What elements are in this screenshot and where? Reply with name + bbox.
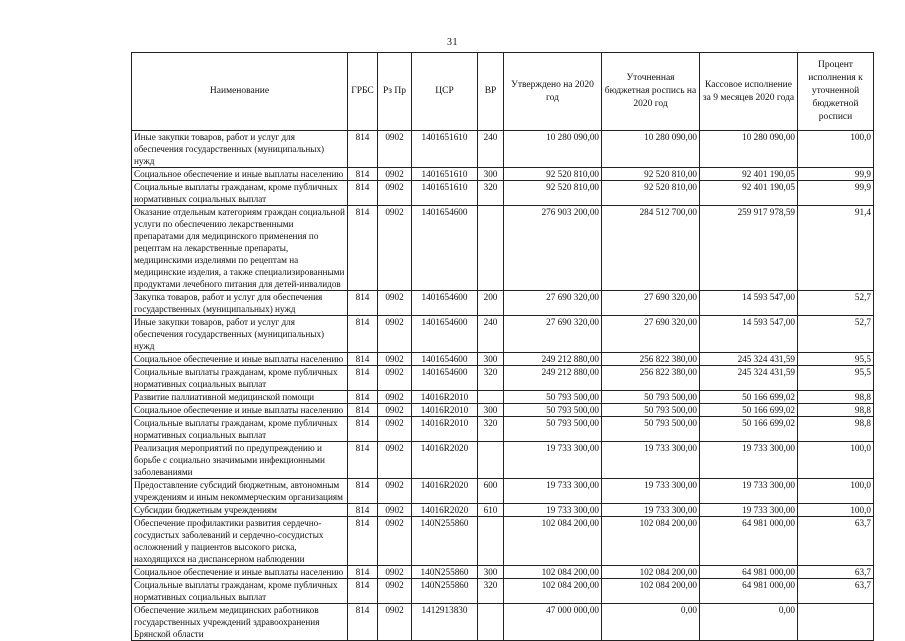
cell-grbs: 814	[348, 168, 378, 181]
table-body	[132, 131, 874, 641]
cell-approved: 27 690 320,00	[504, 316, 602, 353]
cell-cash: 50 166 699,02	[700, 417, 798, 442]
cell-cash: 14 593 547,00	[700, 291, 798, 316]
cell-name: Иные закупки товаров, работ и услуг для обеспечения государственных (муниципальных) нужд	[132, 131, 348, 168]
cell-csr: 1401651610	[412, 168, 478, 181]
cell-approved: 10 280 090,00	[504, 131, 602, 168]
table-row	[132, 168, 874, 181]
cell-cash: 259 917 978,59	[700, 206, 798, 291]
table-row	[132, 316, 874, 353]
cell-name: Социальное обеспечение и иные выплаты населению	[132, 168, 348, 181]
cell-refined: 284 512 700,00	[602, 206, 700, 291]
cell-name: Социальные выплаты гражданам, кроме публичных нормативных социальных выплат	[132, 579, 348, 604]
cell-rzpr: 0902	[378, 353, 412, 366]
cell-approved: 47 000 000,00	[504, 604, 602, 641]
cell-refined: 50 793 500,00	[602, 404, 700, 417]
header-cash: Кассовое исполнение за 9 месяцев 2020 года	[700, 53, 798, 131]
cell-rzpr: 0902	[378, 291, 412, 316]
cell-vr: 320	[478, 579, 504, 604]
header-rzpr: Рз Пр	[378, 53, 412, 131]
cell-cash: 0,00	[700, 604, 798, 641]
cell-refined: 19 733 300,00	[602, 479, 700, 504]
cell-grbs: 814	[348, 391, 378, 404]
cell-name: Предоставление субсидий бюджетным, автономным учреждениям и иным некоммерческим организациям	[132, 479, 348, 504]
cell-name: Социальные выплаты гражданам, кроме публичных нормативных социальных выплат	[132, 181, 348, 206]
table-row	[132, 442, 874, 479]
cell-percent: 99,9	[798, 168, 874, 181]
cell-cash: 19 733 300,00	[700, 504, 798, 517]
cell-refined: 92 520 810,00	[602, 168, 700, 181]
cell-rzpr: 0902	[378, 417, 412, 442]
cell-grbs: 814	[348, 353, 378, 366]
cell-name: Закупка товаров, работ и услуг для обеспечения государственных (муниципальных) нужд	[132, 291, 348, 316]
table-row	[132, 291, 874, 316]
cell-csr: 14016R2020	[412, 442, 478, 479]
cell-name: Социальное обеспечение и иные выплаты населению	[132, 404, 348, 417]
cell-vr	[478, 517, 504, 566]
cell-vr	[478, 604, 504, 641]
cell-grbs: 814	[348, 479, 378, 504]
table-row	[132, 181, 874, 206]
cell-csr: 1401654600	[412, 291, 478, 316]
cell-cash: 64 981 000,00	[700, 517, 798, 566]
table-header-row	[132, 53, 874, 131]
page-number: 31	[447, 37, 458, 48]
cell-vr: 300	[478, 168, 504, 181]
header-grbs: ГРБС	[348, 53, 378, 131]
cell-percent: 100,0	[798, 479, 874, 504]
cell-grbs: 814	[348, 181, 378, 206]
cell-name: Социальные выплаты гражданам, кроме публичных нормативных социальных выплат	[132, 417, 348, 442]
header-vr: ВР	[478, 53, 504, 131]
cell-percent: 98,8	[798, 391, 874, 404]
cell-csr: 14016R2010	[412, 417, 478, 442]
cell-rzpr: 0902	[378, 566, 412, 579]
cell-approved: 19 733 300,00	[504, 442, 602, 479]
cell-vr: 320	[478, 417, 504, 442]
cell-csr: 14016R2010	[412, 391, 478, 404]
table-row	[132, 366, 874, 391]
cell-refined: 92 520 810,00	[602, 181, 700, 206]
cell-name: Обеспечение профилактики развития сердечно-сосудистых заболеваний и сердечно-сосудистых осложнений у пациентов высокого риска, находящихся на диспансерном наблюдении	[132, 517, 348, 566]
cell-refined: 0,00	[602, 604, 700, 641]
cell-approved: 50 793 500,00	[504, 417, 602, 442]
cell-vr: 320	[478, 181, 504, 206]
table-row	[132, 404, 874, 417]
cell-grbs: 814	[348, 442, 378, 479]
cell-name: Социальные выплаты гражданам, кроме публичных нормативных социальных выплат	[132, 366, 348, 391]
cell-name: Оказание отдельным категориям граждан социальной услуги по обеспечению лекарственными препаратами для медицинского применения по рецептам на лекарственные препараты, медицинскими изделиями по рецептам на медицинские изделия, а также специализированными продуктами лечебного питания для детей-инвалидов	[132, 206, 348, 291]
cell-cash: 245 324 431,59	[700, 353, 798, 366]
cell-grbs: 814	[348, 291, 378, 316]
cell-rzpr: 0902	[378, 206, 412, 291]
cell-cash: 10 280 090,00	[700, 131, 798, 168]
header-percent: Процент исполнения к уточненной бюджетной росписи	[798, 53, 874, 131]
table-row	[132, 579, 874, 604]
cell-cash: 64 981 000,00	[700, 579, 798, 604]
table-row	[132, 604, 874, 641]
cell-csr: 140N255860	[412, 517, 478, 566]
cell-grbs: 814	[348, 366, 378, 391]
cell-percent: 52,7	[798, 316, 874, 353]
cell-rzpr: 0902	[378, 517, 412, 566]
cell-approved: 92 520 810,00	[504, 168, 602, 181]
table-row	[132, 353, 874, 366]
cell-percent: 91,4	[798, 206, 874, 291]
cell-vr: 300	[478, 404, 504, 417]
cell-csr: 1401651610	[412, 131, 478, 168]
cell-refined: 102 084 200,00	[602, 566, 700, 579]
cell-grbs: 814	[348, 566, 378, 579]
cell-vr: 240	[478, 316, 504, 353]
cell-percent: 100,0	[798, 131, 874, 168]
cell-approved: 249 212 880,00	[504, 353, 602, 366]
cell-percent: 63,7	[798, 566, 874, 579]
cell-grbs: 814	[348, 504, 378, 517]
header-refined: Уточненная бюджетная роспись на 2020 год	[602, 53, 700, 131]
cell-approved: 50 793 500,00	[504, 404, 602, 417]
cell-vr: 200	[478, 291, 504, 316]
cell-cash: 64 981 000,00	[700, 566, 798, 579]
cell-refined: 10 280 090,00	[602, 131, 700, 168]
cell-grbs: 814	[348, 316, 378, 353]
table-row	[132, 479, 874, 504]
cell-percent: 63,7	[798, 517, 874, 566]
cell-vr	[478, 442, 504, 479]
cell-csr: 1401654600	[412, 366, 478, 391]
cell-approved: 249 212 880,00	[504, 366, 602, 391]
cell-cash: 19 733 300,00	[700, 442, 798, 479]
cell-csr: 14016R2020	[412, 479, 478, 504]
cell-percent: 100,0	[798, 442, 874, 479]
cell-cash: 19 733 300,00	[700, 479, 798, 504]
cell-vr: 240	[478, 131, 504, 168]
cell-csr: 1401654600	[412, 353, 478, 366]
cell-rzpr: 0902	[378, 391, 412, 404]
budget-execution-table	[131, 52, 874, 641]
cell-grbs: 814	[348, 206, 378, 291]
cell-rzpr: 0902	[378, 479, 412, 504]
cell-vr: 610	[478, 504, 504, 517]
header-name: Наименование	[132, 53, 348, 131]
table-row	[132, 131, 874, 168]
header-csr: ЦСР	[412, 53, 478, 131]
cell-csr: 14016R2010	[412, 404, 478, 417]
cell-name: Иные закупки товаров, работ и услуг для обеспечения государственных (муниципальных) нужд	[132, 316, 348, 353]
cell-rzpr: 0902	[378, 316, 412, 353]
cell-percent: 98,8	[798, 417, 874, 442]
cell-percent	[798, 604, 874, 641]
table-row	[132, 504, 874, 517]
cell-percent: 98,8	[798, 404, 874, 417]
cell-grbs: 814	[348, 131, 378, 168]
cell-approved: 27 690 320,00	[504, 291, 602, 316]
cell-approved: 102 084 200,00	[504, 579, 602, 604]
cell-cash: 50 166 699,02	[700, 391, 798, 404]
cell-approved: 102 084 200,00	[504, 517, 602, 566]
cell-grbs: 814	[348, 517, 378, 566]
cell-rzpr: 0902	[378, 604, 412, 641]
cell-percent: 100,0	[798, 504, 874, 517]
cell-csr: 1401651610	[412, 181, 478, 206]
cell-grbs: 814	[348, 404, 378, 417]
cell-cash: 92 401 190,05	[700, 168, 798, 181]
cell-approved: 92 520 810,00	[504, 181, 602, 206]
cell-percent: 52,7	[798, 291, 874, 316]
cell-refined: 50 793 500,00	[602, 391, 700, 404]
cell-approved: 50 793 500,00	[504, 391, 602, 404]
cell-rzpr: 0902	[378, 579, 412, 604]
cell-percent: 63,7	[798, 579, 874, 604]
cell-approved: 19 733 300,00	[504, 504, 602, 517]
cell-csr: 140N255860	[412, 566, 478, 579]
cell-rzpr: 0902	[378, 181, 412, 206]
cell-grbs: 814	[348, 604, 378, 641]
cell-approved: 19 733 300,00	[504, 479, 602, 504]
cell-cash: 245 324 431,59	[700, 366, 798, 391]
cell-name: Субсидии бюджетным учреждениям	[132, 504, 348, 517]
cell-rzpr: 0902	[378, 168, 412, 181]
cell-csr: 1412913830	[412, 604, 478, 641]
cell-rzpr: 0902	[378, 366, 412, 391]
cell-vr	[478, 206, 504, 291]
cell-csr: 1401654600	[412, 316, 478, 353]
table-row	[132, 566, 874, 579]
cell-refined: 50 793 500,00	[602, 417, 700, 442]
cell-refined: 27 690 320,00	[602, 291, 700, 316]
table-row	[132, 417, 874, 442]
cell-approved: 102 084 200,00	[504, 566, 602, 579]
cell-vr: 320	[478, 366, 504, 391]
cell-vr: 600	[478, 479, 504, 504]
cell-vr: 300	[478, 566, 504, 579]
cell-name: Социальное обеспечение и иные выплаты населению	[132, 353, 348, 366]
cell-rzpr: 0902	[378, 131, 412, 168]
cell-refined: 256 822 380,00	[602, 366, 700, 391]
cell-name: Развитие паллиативной медицинской помощи	[132, 391, 348, 404]
cell-refined: 27 690 320,00	[602, 316, 700, 353]
cell-csr: 1401654600	[412, 206, 478, 291]
cell-grbs: 814	[348, 579, 378, 604]
cell-refined: 256 822 380,00	[602, 353, 700, 366]
cell-vr	[478, 391, 504, 404]
cell-approved: 276 903 200,00	[504, 206, 602, 291]
cell-name: Реализация мероприятий по предупреждению и борьбе с социально значимыми инфекционными заболеваниями	[132, 442, 348, 479]
cell-csr: 14016R2020	[412, 504, 478, 517]
cell-refined: 19 733 300,00	[602, 442, 700, 479]
cell-name: Социальное обеспечение и иные выплаты населению	[132, 566, 348, 579]
cell-refined: 102 084 200,00	[602, 517, 700, 566]
table-row	[132, 206, 874, 291]
cell-name: Обеспечение жильем медицинских работников государственных учреждений здравоохранения Брянской области	[132, 604, 348, 641]
cell-percent: 99,9	[798, 181, 874, 206]
cell-cash: 50 166 699,02	[700, 404, 798, 417]
cell-refined: 19 733 300,00	[602, 504, 700, 517]
cell-refined: 102 084 200,00	[602, 579, 700, 604]
table-row	[132, 517, 874, 566]
cell-grbs: 814	[348, 417, 378, 442]
header-approved: Утверждено на 2020 год	[504, 53, 602, 131]
cell-percent: 95,5	[798, 353, 874, 366]
cell-percent: 95,5	[798, 366, 874, 391]
cell-cash: 14 593 547,00	[700, 316, 798, 353]
cell-rzpr: 0902	[378, 404, 412, 417]
cell-vr: 300	[478, 353, 504, 366]
cell-rzpr: 0902	[378, 442, 412, 479]
table-row	[132, 391, 874, 404]
cell-cash: 92 401 190,05	[700, 181, 798, 206]
cell-rzpr: 0902	[378, 504, 412, 517]
cell-csr: 140N255860	[412, 579, 478, 604]
